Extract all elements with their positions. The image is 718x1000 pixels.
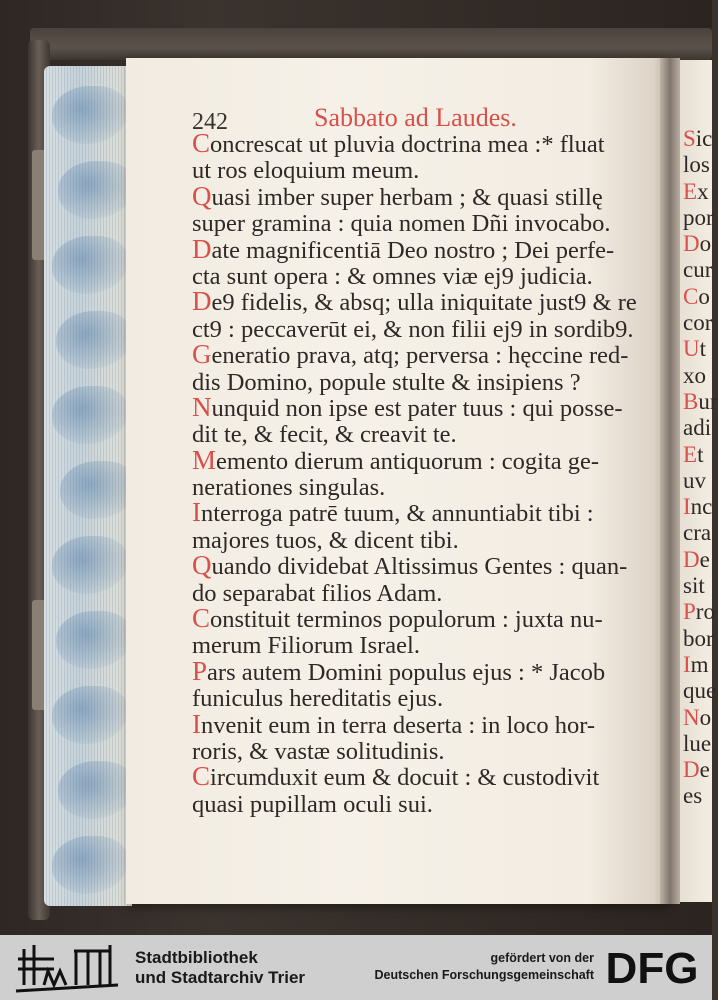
text-line: [683, 363, 712, 389]
dfg-logo: [600, 944, 704, 993]
text-line: [192, 790, 654, 816]
line-text: o: [699, 704, 712, 730]
rubric-initial: S: [683, 126, 696, 151]
text-line: [192, 315, 654, 341]
line-text: uv: [683, 467, 706, 493]
line-text: uasi imber super herbam ; & quasi stillę: [211, 183, 603, 211]
rubric-initial: I: [192, 708, 201, 739]
line-text: do separabat filios Adam.: [192, 579, 443, 607]
text-line: [683, 231, 712, 257]
library-name: Stadtbibliothek und Stadtarchiv Trier: [135, 948, 306, 987]
line-text: ur: [698, 388, 718, 414]
line-text: nerationes singulas.: [192, 474, 386, 502]
text-line: [683, 494, 712, 520]
line-text: xo: [683, 362, 706, 388]
line-text: sit: [683, 573, 705, 599]
text-line: [683, 415, 712, 441]
text-line: [192, 209, 654, 238]
rubric-initial: E: [683, 178, 698, 204]
book-gutter: [660, 58, 680, 904]
line-text: oncrescat ut pluvia doctrina mea :* fluat: [210, 131, 605, 158]
rubric-initial: B: [683, 388, 699, 414]
text-line: [683, 731, 712, 757]
facing-page-text: [683, 126, 718, 810]
rubric-initial: I: [683, 651, 691, 677]
text-line: [192, 180, 654, 211]
text-line: [683, 388, 718, 415]
rubric-initial: C: [683, 283, 699, 309]
text-line: [192, 473, 654, 502]
text-line: [683, 705, 712, 731]
text-line: [683, 783, 712, 809]
text-line: [683, 442, 712, 468]
line-text: nvenit eum in terra deserta : in loco hor-: [201, 711, 596, 739]
line-text: uando dividebat Altissimus Gentes : quan-: [211, 553, 628, 581]
line-text: cta sunt opera : & omnes viæ ej9 judicia.: [192, 262, 593, 290]
footer-bar: [0, 935, 712, 1000]
book-cover-top: [30, 28, 712, 60]
rubric-initial: C: [192, 603, 211, 634]
rubric-initial: Q: [192, 550, 212, 581]
text-line: [192, 579, 654, 605]
line-text: ic: [695, 126, 713, 151]
text-line: [192, 286, 654, 317]
text-line: [192, 737, 654, 763]
rubric-initial: G: [192, 339, 212, 370]
line-text: por: [683, 204, 714, 230]
line-text: dit te, & fecit, & creavit te.: [192, 421, 457, 449]
rubric-initial: I: [192, 497, 201, 528]
text-line: [683, 626, 712, 652]
rubric-initial: N: [192, 391, 212, 422]
line-text: cor: [683, 310, 713, 336]
library-logo-icon: [14, 941, 120, 995]
text-line: [683, 468, 712, 494]
text-line: [192, 156, 654, 185]
text-line: [192, 391, 654, 422]
rubric-initial: D: [683, 546, 700, 572]
line-text: x: [697, 178, 709, 204]
rubric-initial: P: [683, 599, 696, 625]
text-line: [192, 130, 654, 156]
rubric-initial: U: [683, 336, 700, 362]
line-text: quasi pupillam oculi sui.: [192, 790, 433, 818]
text-line: [683, 310, 712, 336]
text-line: [683, 336, 712, 362]
line-text: t: [697, 441, 704, 467]
rubric-initial: C: [192, 128, 211, 158]
rubric-initial: N: [683, 704, 700, 730]
text-line: [683, 520, 712, 546]
line-text: o: [699, 231, 712, 257]
line-text: merum Filiorum Israel.: [192, 632, 420, 660]
line-text: ct9 : peccaverūt ei, & non filii ej9 in sordib9.: [192, 315, 634, 343]
text-line: [683, 284, 712, 310]
dfg-logo-text: DFG: [605, 944, 699, 993]
text-line: [192, 444, 654, 475]
text-line: [192, 684, 654, 713]
line-text: unquid non ipse est pater tuus : qui posse-: [211, 394, 623, 422]
text-line: [683, 547, 712, 573]
line-text: que: [683, 678, 717, 704]
line-text: cra: [683, 520, 712, 546]
line-text: e: [699, 757, 710, 783]
line-text: bor: [683, 625, 714, 651]
running-title: Sabbato ad Laudes.: [314, 103, 517, 132]
line-text: e: [699, 546, 710, 572]
rubric-initial: D: [683, 231, 700, 257]
line-text: m: [690, 651, 709, 677]
line-text: e9 fidelis, & absq; ulla iniquitate just9 & re: [211, 289, 637, 317]
text-line: [192, 603, 654, 634]
text-line: [192, 631, 654, 660]
text-line: [683, 573, 712, 599]
text-line: [192, 761, 654, 792]
rubric-initial: E: [683, 441, 698, 467]
page-number: 242: [192, 109, 228, 135]
text-line: [683, 599, 715, 625]
line-text: es: [683, 783, 703, 809]
line-text: lue: [683, 730, 712, 756]
line-text: super gramina : quia nomen Dñi invocabo.: [192, 210, 611, 238]
rubric-initial: D: [192, 233, 212, 264]
rubric-initial: I: [683, 494, 691, 520]
line-text: adi: [683, 415, 712, 441]
text-line: [192, 550, 654, 581]
text-line: [192, 262, 654, 288]
text-line: [192, 368, 654, 394]
line-text: roris, & vastæ solitudinis.: [192, 737, 445, 765]
rubric-initial: C: [192, 761, 211, 792]
line-text: los: [683, 152, 710, 178]
funder-text: gefördert von der Deutschen Forschungsgemeinschaft: [374, 951, 594, 982]
line-text: nc: [690, 494, 713, 520]
line-text: ars autem Domini populus ejus : * Jacob: [207, 658, 606, 686]
text-line: [683, 126, 712, 152]
text-line: [192, 497, 654, 528]
text-line: [683, 179, 712, 205]
line-text: onstituit terminos populorum : juxta nu-: [210, 606, 603, 634]
text-line: [683, 678, 717, 704]
line-text: ircumduxit eum & docuit : & custodivit: [210, 764, 600, 792]
text-line: [683, 652, 712, 678]
text-line: [683, 757, 712, 783]
line-text: t: [699, 336, 707, 362]
line-text: nterroga patrē tuum, & annuntiabit tibi :: [201, 500, 594, 528]
line-text: ut ros eloquium meum.: [192, 157, 420, 185]
line-text: funiculus hereditatis ejus.: [192, 685, 444, 713]
line-text: eneratio prava, atq; perversa : hęccine red-: [211, 342, 629, 370]
rubric-initial: P: [192, 655, 208, 686]
line-text: emento dierum antiquorum : cogita ge-: [216, 447, 600, 475]
rubric-initial: D: [683, 757, 700, 783]
page-text: [192, 130, 654, 816]
line-text: majores tuos, & dicent tibi.: [192, 526, 459, 554]
rubric-initial: M: [192, 444, 217, 475]
text-line: [192, 339, 654, 370]
line-text: ro: [695, 599, 715, 625]
text-line: [192, 708, 654, 739]
rubric-initial: D: [192, 286, 212, 317]
line-text: o: [698, 283, 710, 309]
text-line: [192, 420, 654, 449]
text-line: [683, 205, 712, 231]
text-line: [683, 152, 712, 178]
line-text: cur: [683, 257, 713, 283]
text-line: [683, 257, 712, 283]
line-text: dis Domino, popule stulte & insipiens ?: [192, 368, 581, 396]
line-text: ate magnificentiā Deo nostro ; Dei perfe-: [211, 236, 615, 264]
text-line: [192, 233, 654, 264]
rubric-initial: Q: [192, 180, 212, 211]
text-line: [192, 526, 654, 552]
text-line: [192, 655, 654, 686]
marbled-page-edges: [44, 66, 132, 906]
